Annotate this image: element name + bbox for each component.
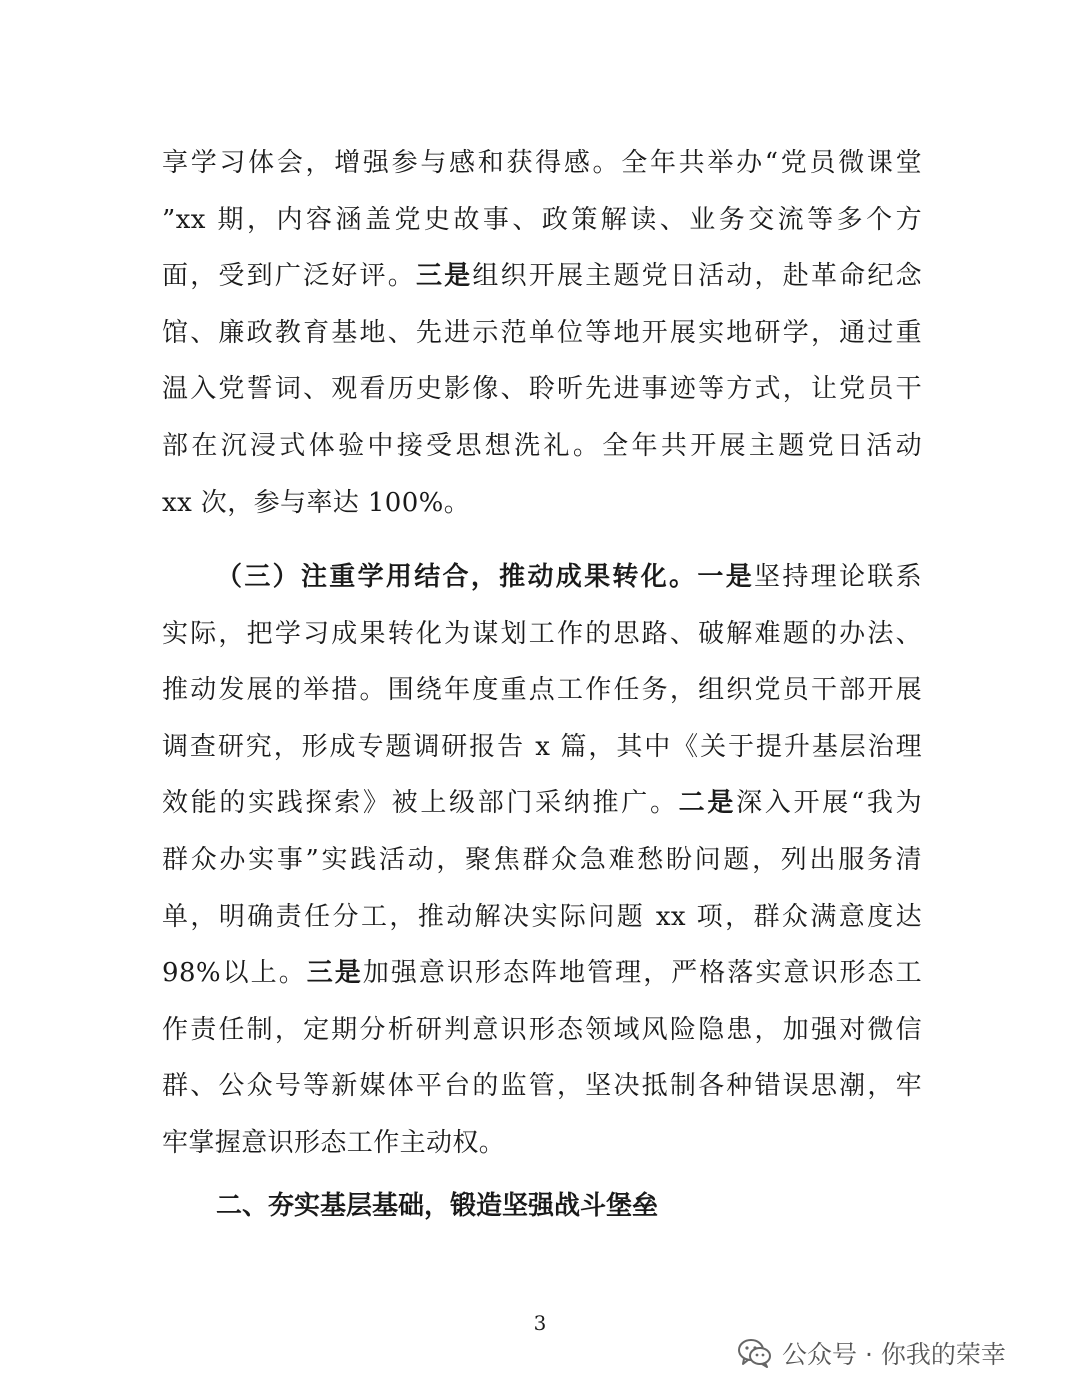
text-segment: 效能的实践探索》被上级部门采纳推广。: [162, 788, 679, 818]
text-line: [162, 1066, 922, 1106]
text-line: [162, 483, 922, 523]
watermark-text: 公众号 · 你我的荣幸: [782, 1340, 1006, 1369]
text-line: [162, 897, 922, 937]
watermark: [738, 1333, 1006, 1373]
bold-text-segment: 三是: [306, 958, 363, 988]
text-line: [162, 143, 922, 183]
text-line: [162, 426, 922, 466]
bold-text-segment: （三）注重学用结合，推动成果转化。: [216, 562, 698, 592]
text-segment: 组织开展主题党日活动，赴革命纪念: [472, 261, 922, 291]
text-line: [162, 256, 922, 296]
text-segment: 单，明确责任分工，推动解决实际问题 xx 项，群众满意度达: [162, 902, 922, 932]
bold-text-segment: 三是: [415, 261, 473, 291]
text-segment: 部在沉浸式体验中接受思想洗礼。全年共开展主题党日活动: [162, 431, 922, 461]
bold-text-segment: 二是: [678, 788, 737, 818]
text-line: [162, 614, 922, 654]
text-line: [162, 783, 922, 823]
text-segment: 面，受到广泛好评。: [162, 261, 416, 291]
text-line: [216, 557, 922, 597]
text-line: [162, 840, 922, 880]
text-segment: 群众办实事”实践活动，聚焦群众急难愁盼问题，列出服务清: [162, 845, 922, 875]
text-segment: xx 次，参与率达 100%。: [162, 488, 471, 518]
bold-text-segment: 一是: [697, 562, 755, 592]
text-segment: 加强意识形态阵地管理，严格落实意识形态工: [362, 958, 922, 988]
text-segment: 实际，把学习成果转化为谋划工作的思路、破解难题的办法、: [162, 619, 922, 649]
text-segment: 坚持理论联系: [754, 562, 922, 592]
text-segment: ”xx 期，内容涵盖党史故事、政策解读、业务交流等多个方: [162, 205, 922, 235]
text-line: [162, 727, 922, 767]
text-segment: 推动发展的举措。围绕年度重点工作任务，组织党员干部开展: [162, 675, 922, 705]
text-line: [162, 313, 922, 353]
text-segment: 温入党誓词、观看历史影像、聆听先进事迹等方式，让党员干: [162, 374, 922, 404]
text-segment: 深入开展“我为: [736, 788, 923, 818]
page-number: 3: [533, 1311, 547, 1335]
wechat-official-account-icon: [738, 1338, 772, 1368]
text-segment: 98%以上。: [162, 958, 307, 988]
text-line: [162, 1010, 922, 1050]
text-line: [162, 953, 922, 993]
text-segment: 牢掌握意识形态工作主动权。: [162, 1128, 506, 1158]
text-segment: 调查研究，形成专题调研报告 x 篇，其中《关于提升基层治理: [162, 732, 922, 762]
text-segment: 享学习体会，增强参与感和获得感。全年共举办“党员微课堂: [162, 148, 922, 178]
text-segment: 群、公众号等新媒体平台的监管，坚决抵制各种错误思潮，牢: [162, 1071, 922, 1101]
text-line: [162, 369, 922, 409]
text-line: [162, 670, 922, 710]
text-line: [162, 200, 922, 240]
text-line: [162, 1123, 922, 1163]
text-segment: 馆、廉政教育基地、先进示范单位等地开展实地研学，通过重: [162, 318, 922, 348]
text-segment: 作责任制，定期分析研判意识形态领域风险隐患，加强对微信: [162, 1015, 922, 1045]
section-heading: 二、夯实基层基础，锻造坚强战斗堡垒: [216, 1191, 659, 1221]
